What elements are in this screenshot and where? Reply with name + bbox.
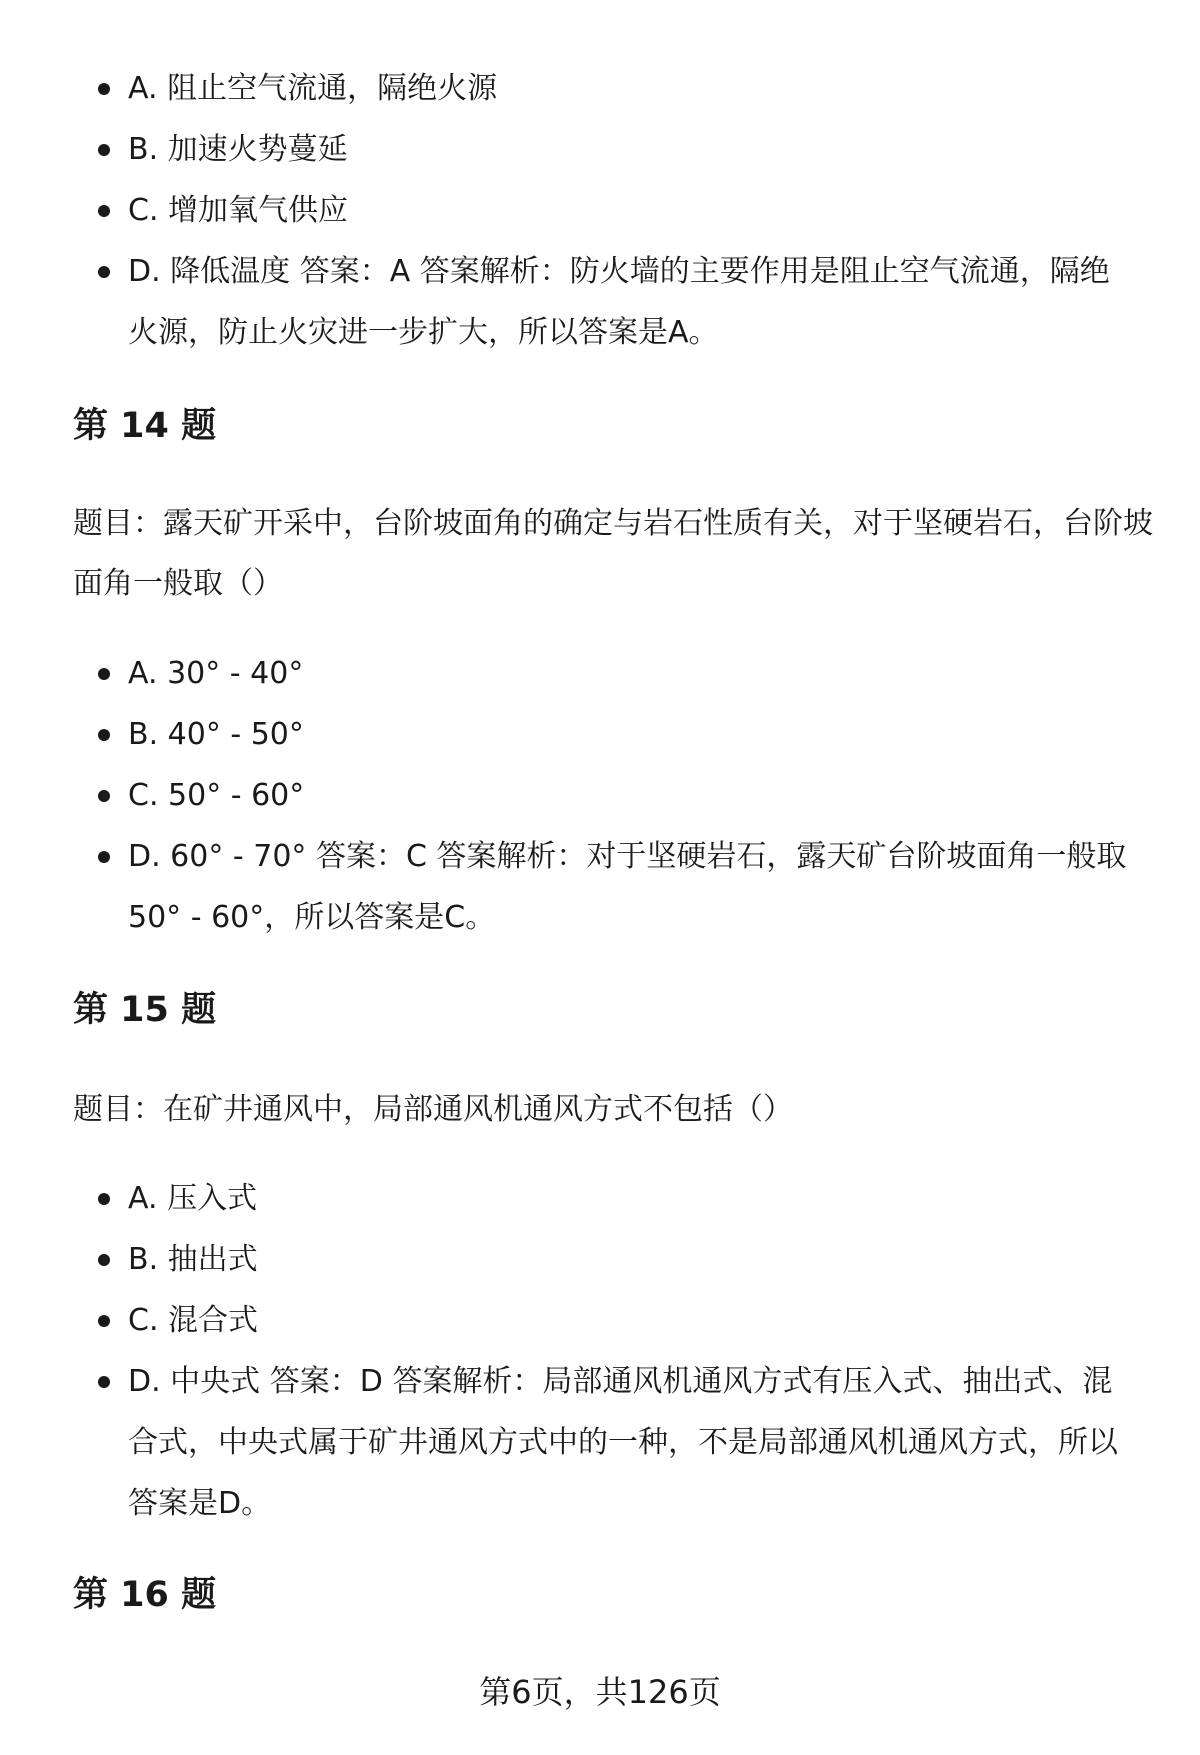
bullet-icon: [98, 266, 110, 278]
bullet-icon: [98, 1376, 110, 1388]
q14-option-d: D. 60° - 70° 答案：C 答案解析：对于坚硬岩石，露天矿台阶坡面角一般取50° - 60°，所以答案是C。: [0, 826, 1200, 948]
bullet-icon: [98, 1254, 110, 1266]
q14-question-text: 题目：露天矿开采中，台阶坡面角的确定与岩石性质有关，对于坚硬岩石，台阶坡面角一般取（）: [73, 506, 1153, 601]
q15-option-a: A. 压入式: [0, 1168, 1200, 1229]
bullet-icon: [98, 851, 110, 863]
q15-option-d: D. 中央式 答案：D 答案解析：局部通风机通风方式有压入式、抽出式、混合式，中央式属于矿井通风方式中的一种，不是局部通风机通风方式，所以答案是D。: [0, 1351, 1200, 1534]
q13-option-c: C. 增加氧气供应: [0, 180, 1200, 241]
q15-option-c: C. 混合式: [0, 1290, 1200, 1351]
bullet-icon: [98, 790, 110, 802]
q13-option-b: B. 加速火势蔓延: [0, 119, 1200, 180]
q15-question-text: 题目：在矿井通风中，局部通风机通风方式不包括（）: [73, 1092, 793, 1127]
q15-options-list: [0, 1168, 1200, 1534]
bullet-icon: [98, 1315, 110, 1327]
q15-option-b: B. 抽出式: [0, 1229, 1200, 1290]
bullet-icon: [98, 144, 110, 156]
bullet-icon: [98, 729, 110, 741]
q14-options-list: [0, 643, 1200, 948]
bullet-icon: [98, 668, 110, 680]
q14-heading: 第 14 题: [73, 406, 217, 446]
bullet-icon: [98, 1193, 110, 1205]
q14-option-a: A. 30° - 40°: [0, 643, 1200, 704]
page-indicator: 第6页，共126页: [479, 1673, 721, 1711]
q14-option-b: B. 40° - 50°: [0, 704, 1200, 765]
q13-option-d: D. 降低温度 答案：A 答案解析：防火墙的主要作用是阻止空气流通，隔绝火源，防止火灾进一步扩大，所以答案是A。: [0, 241, 1200, 363]
q13-options-list: [0, 58, 1200, 363]
q13-option-a: A. 阻止空气流通，隔绝火源: [0, 58, 1200, 119]
q16-heading: 第 16 题: [73, 1575, 217, 1615]
q15-heading: 第 15 题: [73, 990, 217, 1030]
q14-option-c: C. 50° - 60°: [0, 765, 1200, 826]
bullet-icon: [98, 83, 110, 95]
bullet-icon: [98, 205, 110, 217]
